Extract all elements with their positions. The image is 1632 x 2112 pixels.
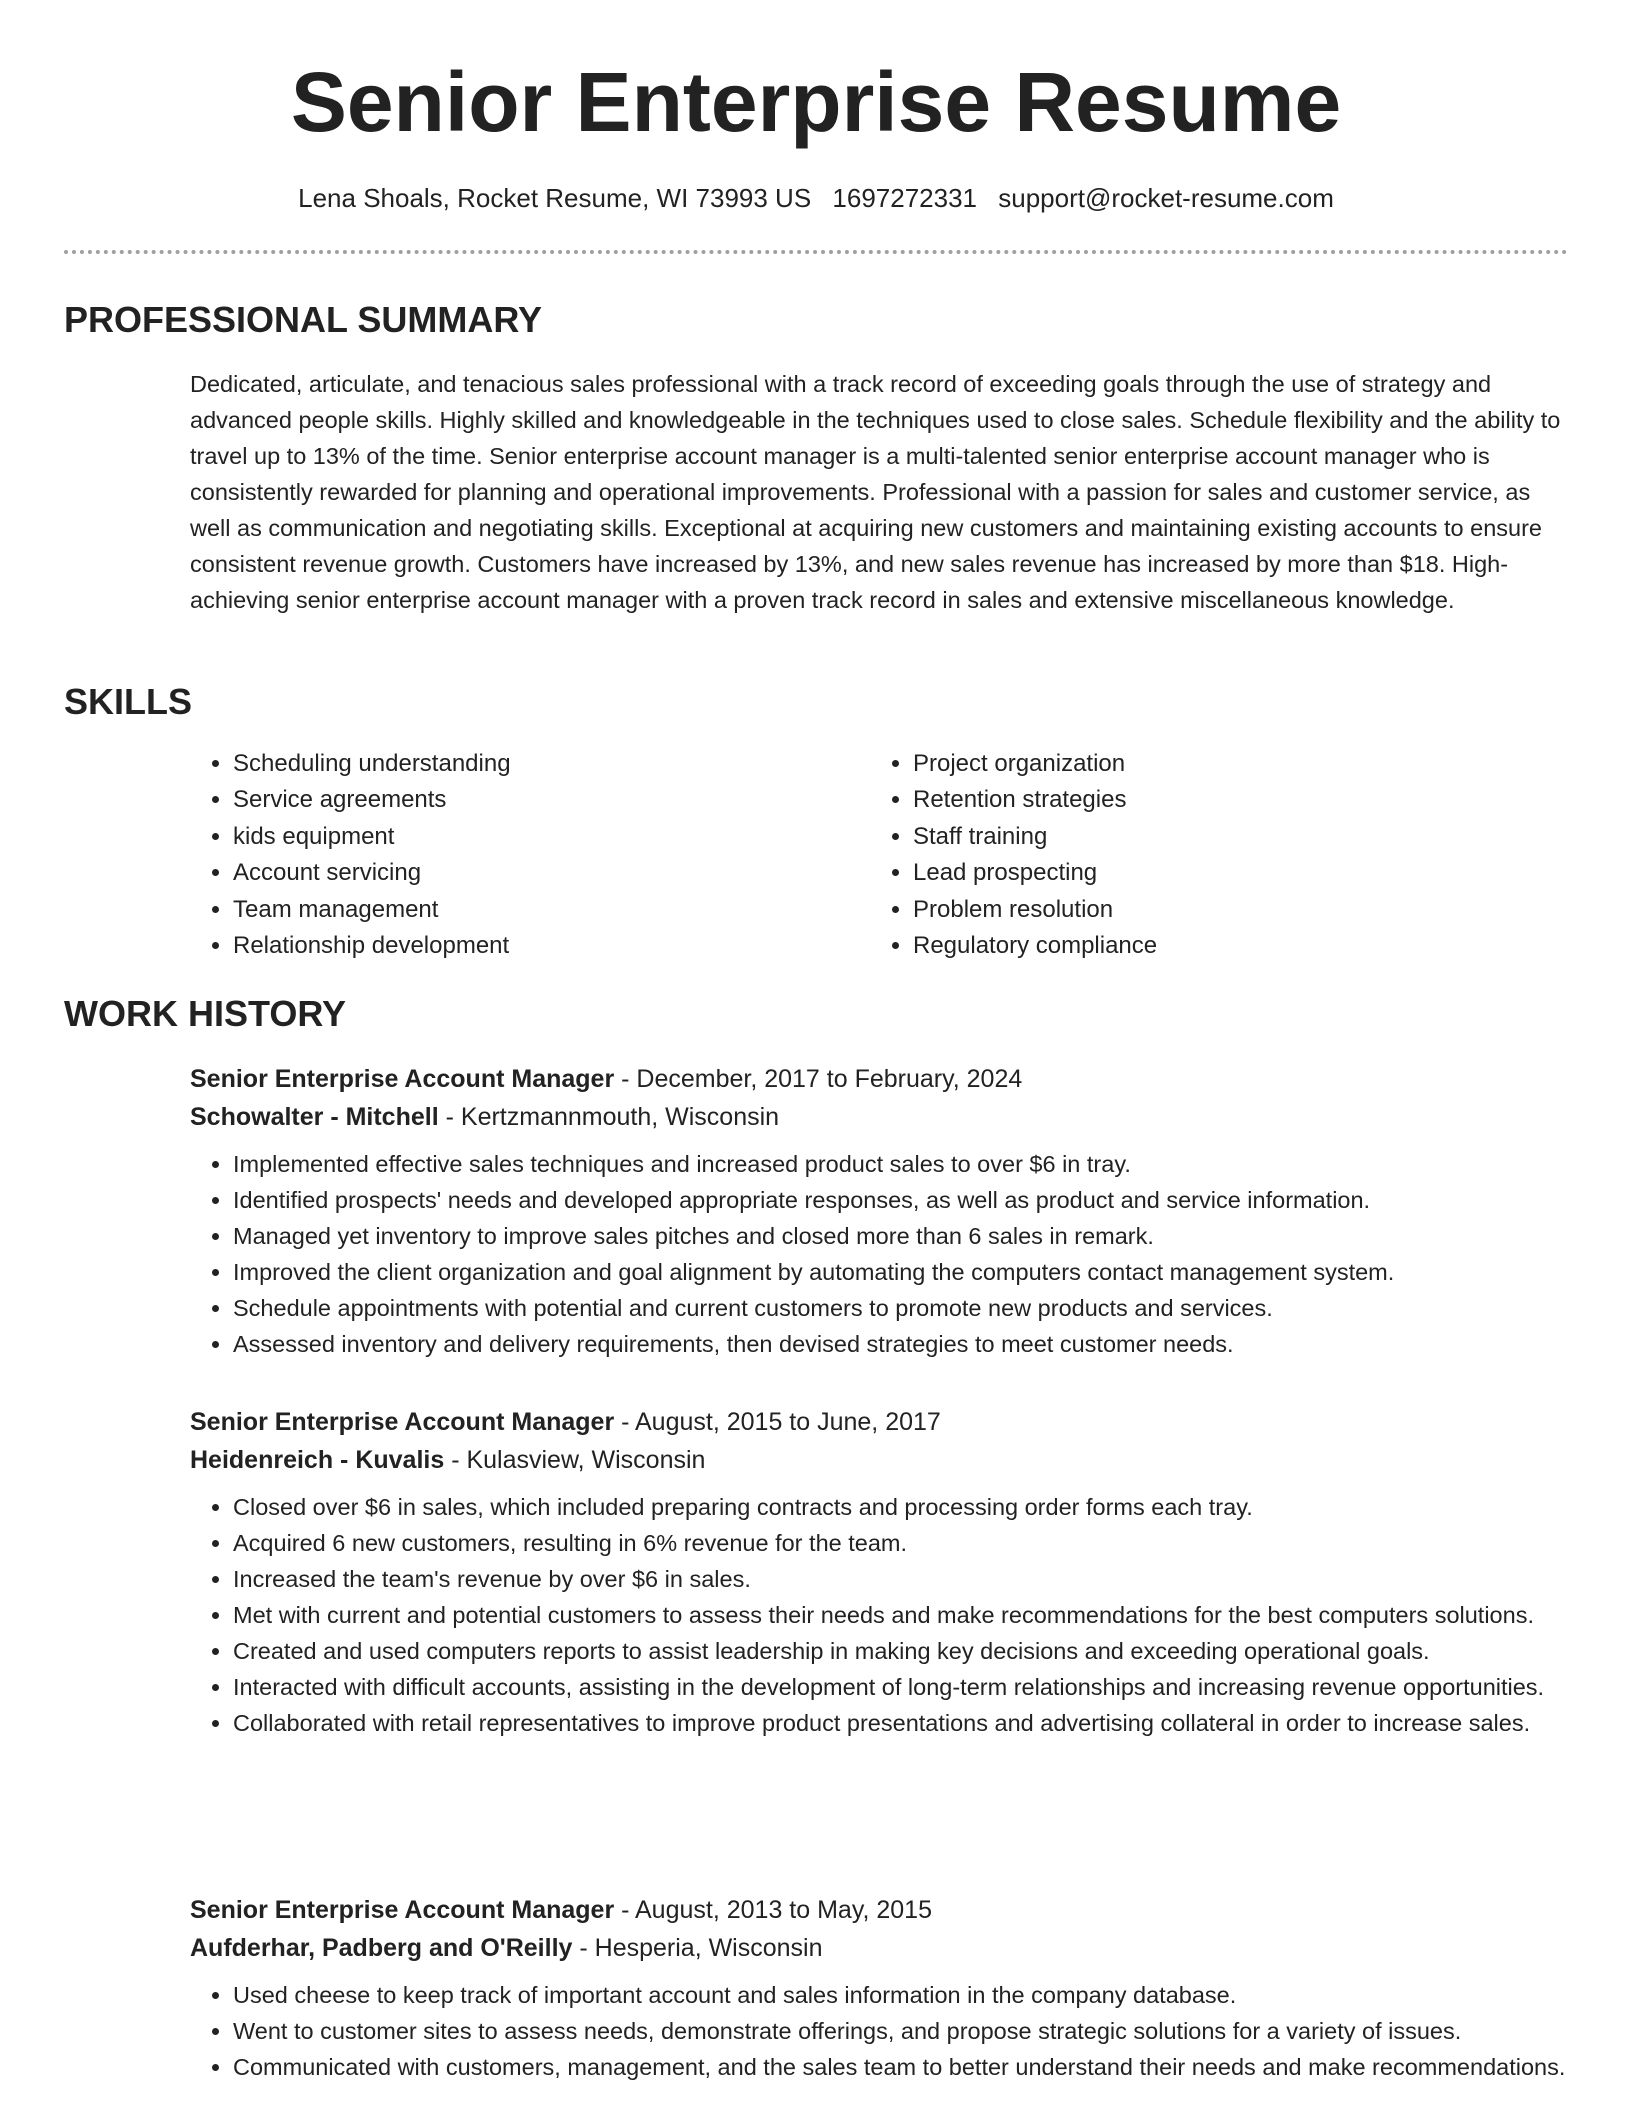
- job-company-line: [190, 1441, 1570, 1479]
- job-location: - Hesperia, Wisconsin: [572, 1934, 823, 1962]
- job-entry: [190, 1891, 1570, 2085]
- duty-item: • Managed yet inventory to improve sales pitches and closed more than 6 sales in remark.: [233, 1218, 1570, 1254]
- job-duties: [190, 1489, 1570, 1741]
- skill-item: • Lead prospecting: [913, 855, 1157, 891]
- duty-item: • Assessed inventory and delivery requirements, then devised strategies to meet customer needs.: [233, 1326, 1570, 1362]
- header-divider: [64, 250, 1568, 254]
- job-title-line: [190, 1891, 1570, 1929]
- job-title-line: [190, 1060, 1570, 1098]
- duty-item: • Used cheese to keep track of important account and sales information in the company database.: [233, 1977, 1570, 2013]
- skill-item: • Relationship development: [233, 928, 511, 964]
- skill-item: • Service agreements: [233, 782, 511, 818]
- job-company-line: [190, 1098, 1570, 1136]
- job-title: Senior Enterprise Account Manager: [190, 1896, 615, 1924]
- duty-item: • Improved the client organization and goal alignment by automating the computers contact management system.: [233, 1254, 1570, 1290]
- skill-item: • Project organization: [913, 746, 1157, 782]
- job-duties: [190, 1977, 1570, 2085]
- job-entry: [190, 1403, 1570, 1741]
- job-entry: [190, 1060, 1570, 1362]
- job-company-line: [190, 1929, 1570, 1967]
- duty-item: • Schedule appointments with potential and current customers to promote new products and services.: [233, 1290, 1570, 1326]
- skills-list-left: [190, 746, 511, 964]
- summary-text: Dedicated, articulate, and tenacious sales professional with a track record of exceeding goals through the use of strategy and advanced people skills. Highly skilled and knowledgeable in the techniques used to close sales. Schedule flexibility and the ability to travel up to 13% of the time. Senior enterprise account manager is a multi-talented senior enterprise account manager who is consistently rewarded for planning and operational improvements. Professional with a passion for sales and customer service, as well as communication and negotiating skills. Exceptional at acquiring new customers and maintaining existing accounts to ensure consistent revenue growth. Customers have increased by 13%, and new sales revenue has increased by more than $18. High-achieving senior enterprise account manager with a proven track record in sales and extensive miscellaneous knowledge.: [190, 371, 1561, 613]
- work-history-heading: WORK HISTORY: [64, 993, 347, 1034]
- duty-item: • Identified prospects' needs and developed appropriate responses, as well as product and service information.: [233, 1182, 1570, 1218]
- resume-title: Senior Enterprise Resume: [290, 55, 1342, 149]
- job-duties: [190, 1146, 1570, 1362]
- skill-item: • Regulatory compliance: [913, 928, 1157, 964]
- duty-item: • Implemented effective sales techniques and increased product sales to over $6 in tray.: [233, 1146, 1570, 1182]
- duty-item: • Collaborated with retail representatives to improve product presentations and advertising collateral in order to increase sales.: [233, 1705, 1570, 1741]
- job-location: - Kulasview, Wisconsin: [444, 1446, 706, 1474]
- job-dates: - August, 2015 to June, 2017: [614, 1408, 941, 1436]
- summary-heading: PROFESSIONAL SUMMARY: [64, 299, 543, 340]
- contact-address: Lena Shoals, Rocket Resume, WI 73993 US: [298, 183, 812, 213]
- skills-list-right: [870, 746, 1157, 964]
- contact-email: support@rocket-resume.com: [998, 183, 1334, 213]
- skill-item: • Account servicing: [233, 855, 511, 891]
- job-company: Heidenreich - Kuvalis: [190, 1446, 445, 1474]
- skill-item: • Retention strategies: [913, 782, 1157, 818]
- contact-phone: 1697272331: [832, 183, 978, 213]
- duty-item: • Acquired 6 new customers, resulting in 6% revenue for the team.: [233, 1525, 1570, 1561]
- duty-item: • Went to customer sites to assess needs, demonstrate offerings, and propose strategic solutions for a variety of issues.: [233, 2013, 1570, 2049]
- job-title-line: [190, 1403, 1570, 1441]
- job-location: - Kertzmannmouth, Wisconsin: [438, 1103, 780, 1131]
- skill-item: • kids equipment: [233, 819, 511, 855]
- duty-item: • Met with current and potential customers to assess their needs and make recommendations for the best computers solutions.: [233, 1597, 1570, 1633]
- duty-item: • Increased the team's revenue by over $6 in sales.: [233, 1561, 1570, 1597]
- duty-item: • Created and used computers reports to assist leadership in making key decisions and exceeding operational goals.: [233, 1633, 1570, 1669]
- job-company: Schowalter - Mitchell: [190, 1103, 439, 1131]
- contact-line: [0, 180, 1632, 216]
- job-company: Aufderhar, Padberg and O'Reilly: [190, 1934, 573, 1962]
- job-dates: - August, 2013 to May, 2015: [614, 1896, 932, 1924]
- skill-item: • Team management: [233, 892, 511, 928]
- skill-item: • Staff training: [913, 819, 1157, 855]
- duty-item: • Communicated with customers, management, and the sales team to better understand their needs and make recommendations.: [233, 2049, 1570, 2085]
- duty-item: • Interacted with difficult accounts, assisting in the development of long-term relationships and increasing revenue opportunities.: [233, 1669, 1570, 1705]
- job-title: Senior Enterprise Account Manager: [190, 1065, 615, 1093]
- duty-item: • Closed over $6 in sales, which included preparing contracts and processing order forms each tray.: [233, 1489, 1570, 1525]
- skill-item: • Scheduling understanding: [233, 746, 511, 782]
- skills-heading: SKILLS: [64, 681, 193, 722]
- job-dates: - December, 2017 to February, 2024: [614, 1065, 1023, 1093]
- skill-item: • Problem resolution: [913, 892, 1157, 928]
- job-title: Senior Enterprise Account Manager: [190, 1408, 615, 1436]
